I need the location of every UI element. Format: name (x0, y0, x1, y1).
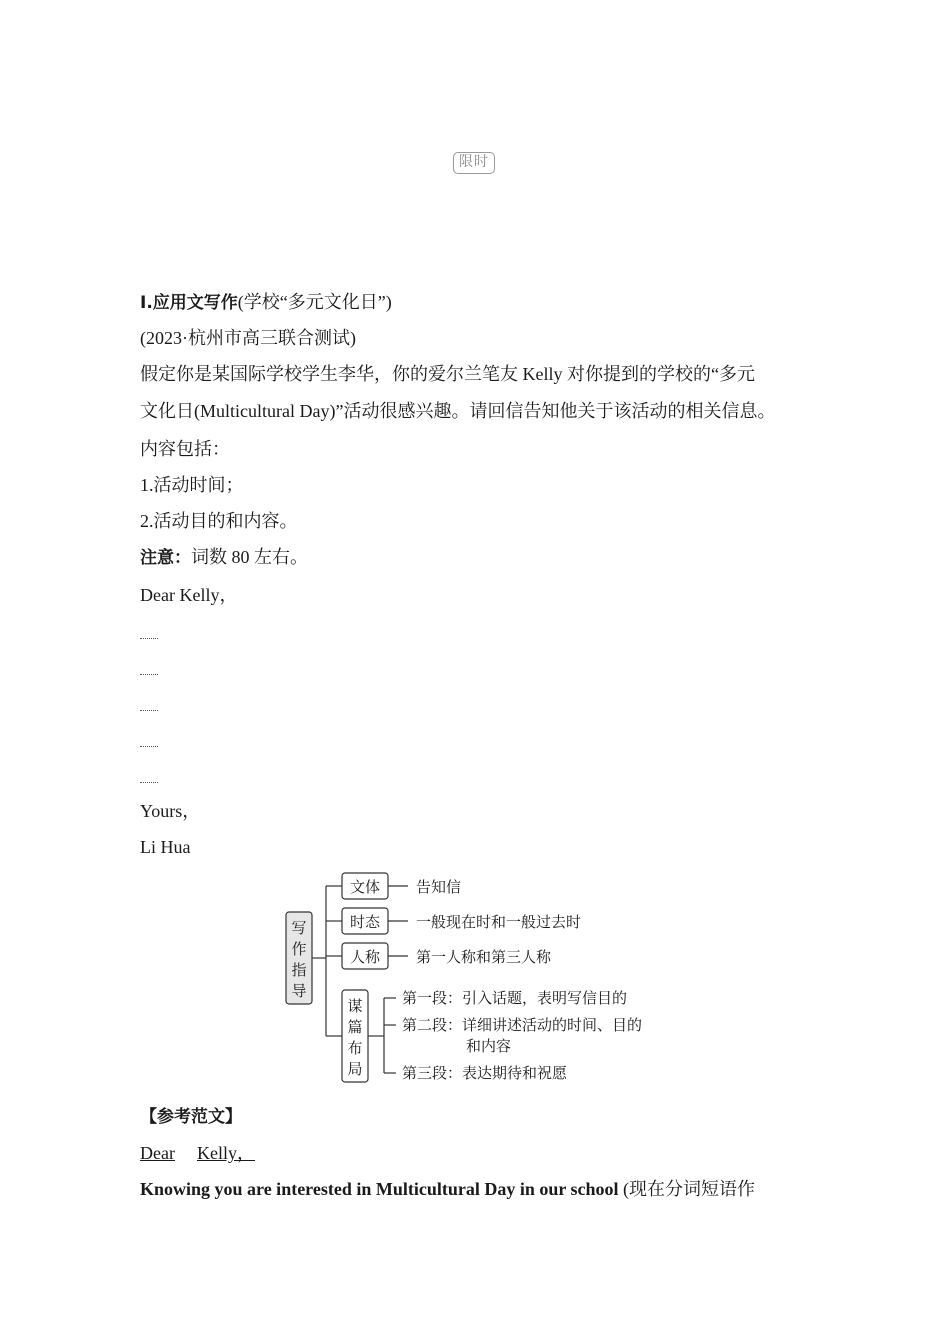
time-limit-badge: 限时 (453, 152, 495, 174)
prompt-item-2: 2.活动目的和内容。 (140, 511, 298, 531)
note-text: 词数 80 左右。 (191, 547, 308, 567)
reference-first-line-note: (现在分词短语作 (618, 1179, 756, 1199)
reference-greeting-dear: Dear (140, 1143, 175, 1163)
prompt-line-3: 内容包括： (140, 439, 230, 459)
branch-desc-tense: 一般现在时和一般过去时 (416, 913, 582, 931)
branch-label-person: 人称 (349, 948, 381, 966)
layout-char: 篇 (347, 1018, 363, 1036)
section-title-main: Ⅰ.应用文写作 (140, 293, 238, 313)
root-char: 作 (291, 940, 307, 958)
branch-label-tense: 时态 (349, 913, 381, 931)
note-label: 注意： (140, 548, 191, 568)
reference-first-line-text: Knowing you are interested in Multicultural Day in our school (140, 1179, 619, 1199)
prompt-line-1: 假定你是某国际学校学生李华，你的爱尔兰笔友 Kelly 对你提到的学校的“多元 (140, 364, 755, 384)
branch-desc-person: 第一人称和第三人称 (416, 948, 552, 966)
paragraph-plan-3: 第三段：表达期待和祝愿 (402, 1064, 568, 1082)
paragraph-plan-2-cont: 和内容 (466, 1037, 512, 1055)
root-char: 指 (291, 961, 307, 979)
branch-label-style: 文体 (349, 878, 381, 896)
layout-char: 谋 (347, 997, 363, 1015)
prompt-item-1: 1.活动时间； (140, 475, 244, 495)
branch-desc-style: 告知信 (416, 878, 462, 896)
paragraph-plan-1: 第一段：引入话题，表明写信目的 (402, 989, 628, 1007)
layout-char: 布 (347, 1039, 363, 1057)
paragraph-plan-2: 第二段：详细讲述活动的时间、目的 (402, 1016, 643, 1034)
source-line: (2023·杭州市高三联合测试) (140, 328, 356, 348)
reference-first-line (140, 1177, 755, 1201)
letter-signature: Li Hua (140, 837, 191, 857)
section-title-topic: (学校“多元文化日”) (237, 292, 392, 312)
reference-greeting (140, 1141, 263, 1165)
layout-char: 局 (347, 1060, 363, 1078)
letter-greeting: Dear Kelly， (140, 585, 238, 605)
root-char: 写 (291, 919, 307, 937)
reference-greeting-name: Kelly， (196, 1143, 255, 1163)
reference-heading: 【参考范文】 (140, 1107, 242, 1127)
root-char: 导 (291, 982, 307, 1000)
letter-closing: Yours， (140, 801, 201, 821)
prompt-line-2: 文化日(Multicultural Day)”活动很感兴趣。请回信告知他关于该活动的相关信息。 (140, 401, 776, 421)
